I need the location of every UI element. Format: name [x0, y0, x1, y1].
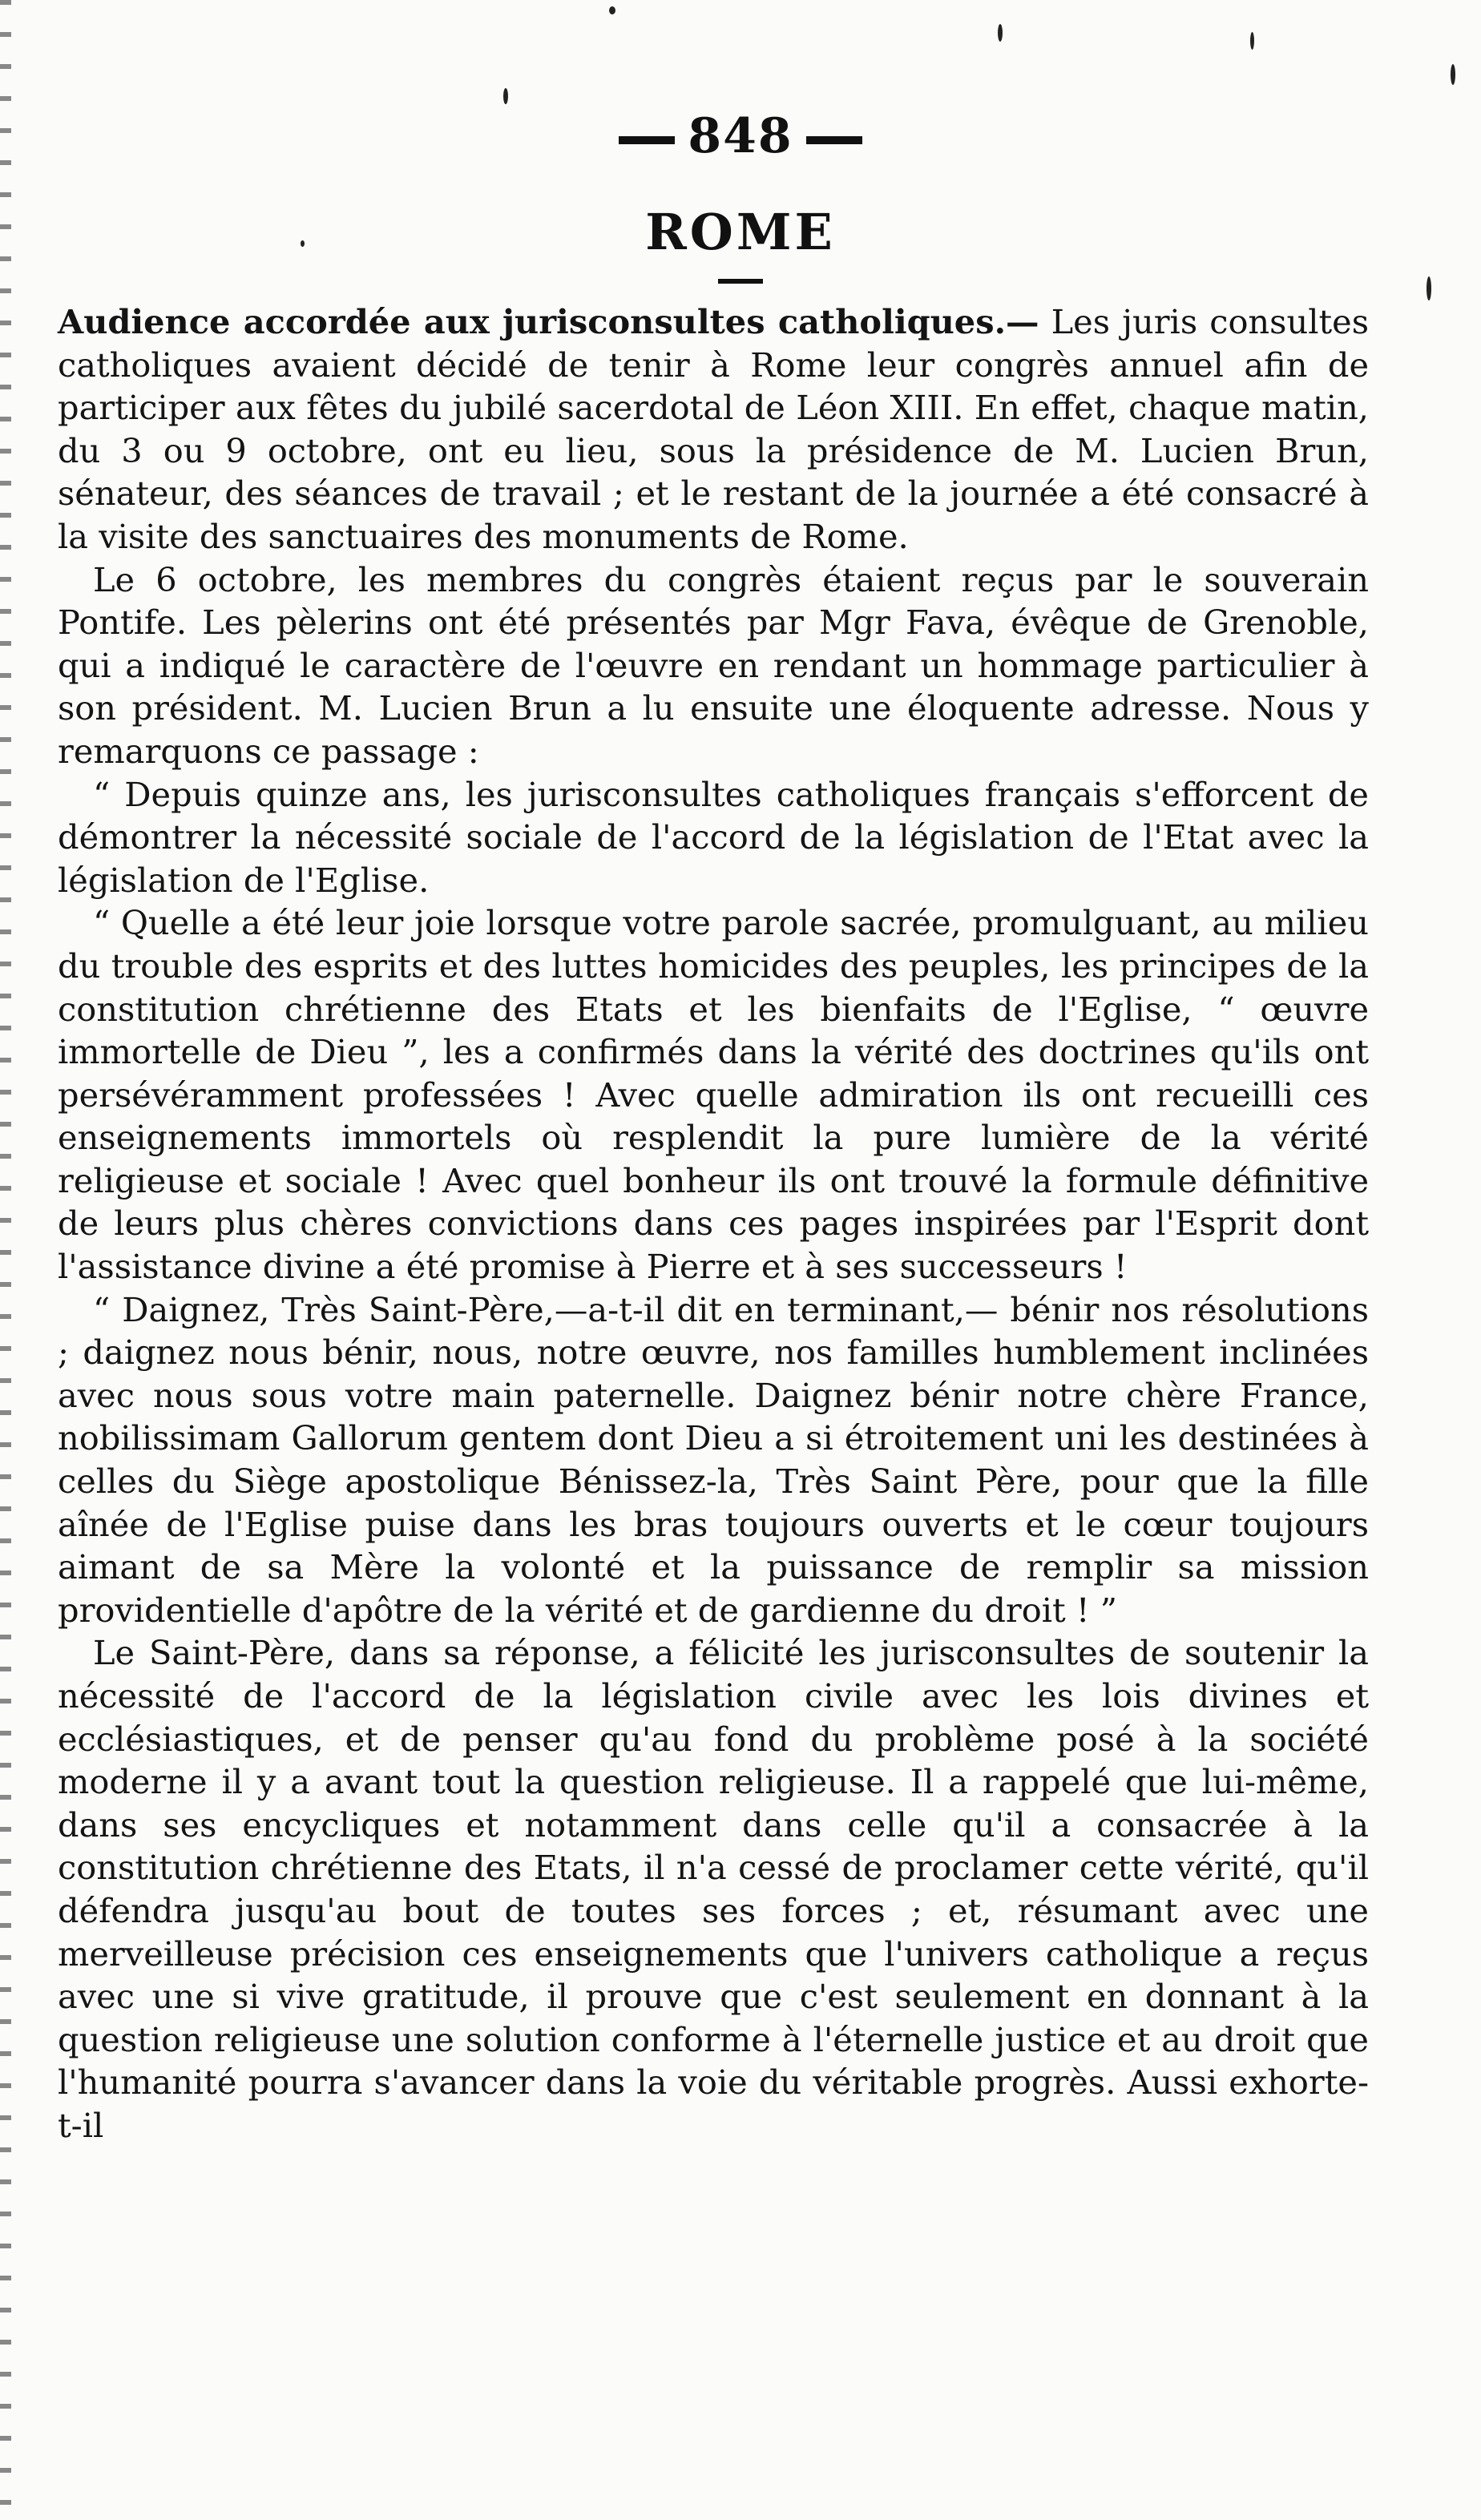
ink-speck [1451, 64, 1455, 85]
quote-paragraph: “ Daignez, Très Saint-Père,—a-t-il dit en terminant,— bénir nos résolutions ; daignez nous bénir, nous, notre œuvre, nos familles humblement inclinées avec nous sous votre main paternelle. Daignez bénir notre chère France, nobilissimam Gallorum gentem dont Dieu a si étroitement uni les destinées à celles du Siège apostolique Bénissez-la, Très Saint Père, pour que la fille aînée de l'Eglise puise dans les bras toujours ouverts et le cœur toujours aimant de sa Mère la volonté et la puissance de remplir sa mission providentielle d'apôtre de la vérité et de gardienne du droit ! ” [58, 1289, 1369, 1630]
section-title: ROME [645, 203, 836, 261]
ink-speck [998, 24, 1003, 42]
ink-speck [609, 6, 615, 14]
article-body [58, 300, 1369, 2147]
ornament-dash-left [619, 136, 675, 144]
paragraph-text: Les juris consultes catholiques avaient décidé de tenir à Rome leur congrès annuel afin de participer aux fêtes du jubilé sacerdotal de Léon XIII. En effet, chaque matin, du 3 ou 9 octobre, ont eu lieu, sous la présidence de M. Lucien Brun, sénateur, des séances de travail ; et le restant de la journée a été consacré à la visite des sanctuaires des monuments de Rome. [58, 302, 1369, 556]
ink-speck [503, 88, 508, 104]
paragraph-response: Le Saint-Père, dans sa réponse, a félicité les jurisconsultes de soutenir la nécessité de l'accord de la législation civile avec les lois divines et ecclésiastiques, et de penser qu'au fond du problème posé à la société moderne il y a avant tout la question religieuse. Il a rappelé que lui-même, dans ses encycliques et notamment dans celle qu'il a consacrée à la constitution chrétienne des Etats, il n'a cessé de proclamer cette vérité, qu'il défendra jusqu'au bout de toutes ses forces ; et, résumant avec une merveilleuse précision ces enseignements que l'univers catholique a reçus avec une si vive gratitude, il prouve que c'est seulement en donnant à la question religieuse une solution conforme à l'éternelle justice et au droit que l'humanité pourra s'avancer dans la voie du véritable progrès. Aussi exhorte-t-il [58, 1633, 1369, 2145]
paragraph-intro [58, 300, 1369, 558]
page-number [0, 104, 1481, 168]
page-header [0, 104, 1481, 284]
page-number-text: 848 [688, 108, 793, 164]
title-rule [718, 279, 763, 284]
ink-speck [1250, 32, 1254, 50]
quote-paragraph: “ Depuis quinze ans, les jurisconsultes catholiques français s'efforcent de démontrer la nécessité sociale de l'accord de la législation de l'Etat avec la législation de l'Eglise. [58, 774, 1369, 900]
article-lead: Audience accordée aux jurisconsultes catholiques.— [58, 302, 1039, 341]
ornament-dash-right [806, 136, 862, 144]
paragraph-audience: Le 6 octobre, les membres du congrès étaient reçus par le souverain Pontife. Les pèlerins ont été présentés par Mgr Fava, évêque de Grenoble, qui a indiqué le caractère de l'œuvre en rendant un hommage particulier à son président. M. Lucien Brun a lu ensuite une éloquente adresse. Nous y remarquons ce passage : [58, 559, 1369, 771]
binding-edge [0, 0, 11, 2520]
quote-paragraph: “ Quelle a été leur joie lorsque votre parole sacrée, promulguant, au milieu du trouble des esprits et des luttes homicides des peuples, les principes de la constitution chrétienne des Etats et les bienfaits de l'Eglise, “ œuvre immortelle de Dieu ”, les a confirmés dans la vérité des doctrines qu'ils ont persévéramment professées ! Avec quelle admiration ils ont recueilli ces enseignements immortels où resplendit la pure lumière de la vérité religieuse et sociale ! Avec quel bonheur ils ont trouvé la formule définitive de leurs plus chères convictions dans ces pages inspirées par l'Esprit dont l'assistance divine a été promise à Pierre et à ses successeurs ! [58, 903, 1369, 1287]
